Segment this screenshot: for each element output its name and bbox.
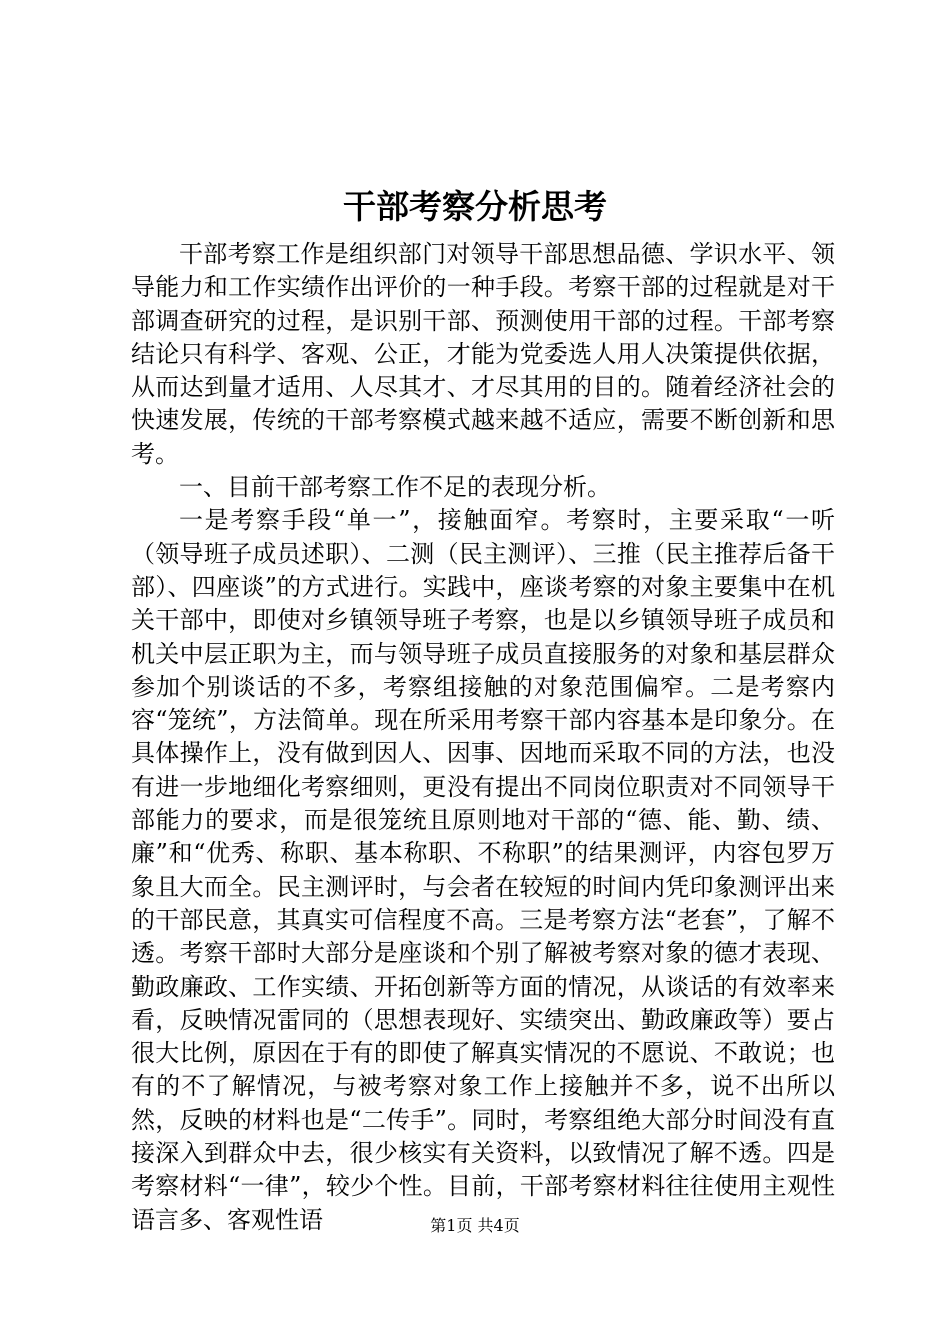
paragraph-analysis: 一是考察手段“单一”，接触面窄。考察时，主要采取“一听（领导班子成员述职）、二测（民主测评）、三推（民主推荐后备干部）、四座谈”的方式进行。实践中，座谈考察的对象主要集中在机关干部中，即使对乡镇领导班子考察，也是以乡镇领导班子成员和机关中层正职为主，而与领导班子成员直接服务的对象和基层群众参加个别谈话的不多，考察组接触的对象范围偏窄。二是考察内容“笼统”，方法简单。现在所采用考察干部内容基本是印象分。在具体操作上，没有做到因人、因事、因地而采取不同的方法，也没有进一步地细化考察细则，更没有提出不同岗位职责对不同领导干部能力的要求，而是很笼统且原则地对干部的“德、能、勤、绩、廉”和“优秀、称职、基本称职、不称职”的结果测评，内容包罗万象且大而全。民主测评时，与会者在较短的时间内凭印象测评出来的干部民意，其真实可信程度不高。三是考察方法“老套”，了解不透。考察干部时大部分是座谈和个别了解被考察对象的德才表现、勤政廉政、工作实绩、开拓创新等方面的情况，从谈话的有效率来看，反映情况雷同的（思想表现好、实绩突出、勤政廉政等）要占很大比例，原因在于有的即使了解真实情况的不愿说、不敢说；也有的不了解情况，与被考察对象工作上接触并不多，说不出所以然，反映的材料也是“二传手”。同时，考察组绝大部分时间没有直接深入到群众中去，很少核实有关资料，以致情况了解不透。四是考察材料“一律”，较少个性。目前，干部考察材料往往使用主观性语言多、客观性语 [131,506,835,1234]
document-body [131,238,835,1237]
page-footer: 第1页 共4页 [430,1216,520,1235]
paragraph-intro: 干部考察工作是组织部门对领导干部思想品德、学识水平、领导能力和工作实绩作出评价的一种手段。考察干部的过程就是对干部调查研究的过程，是识别干部、预测使用干部的过程。干部考察结论只有科学、客观、公正，才能为党委选人用人决策提供依据，从而达到量才适用、人尽其才、才尽其用的目的。随着经济社会的快速发展，传统的干部考察模式越来越不适应，需要不断创新和思考。 [131,240,835,468]
document-title: 干部考察分析思考 [343,187,607,226]
section-heading: 一、目前干部考察工作不足的表现分析。 [179,473,611,502]
